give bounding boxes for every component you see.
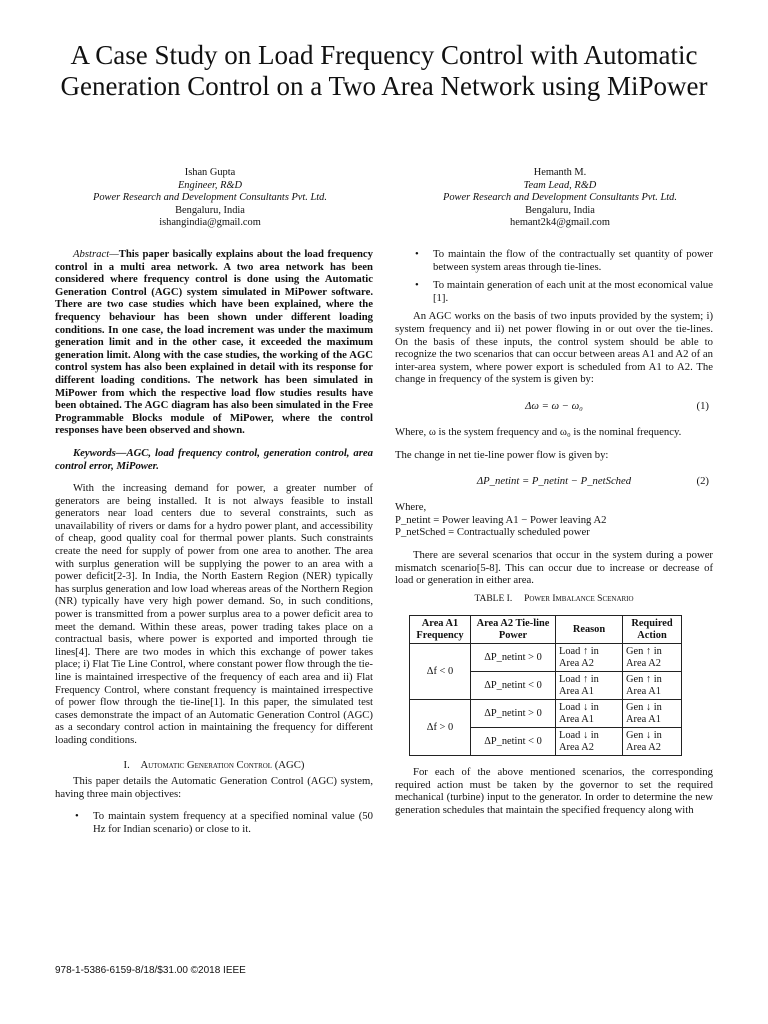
equation-number: (2): [696, 475, 709, 488]
table-cell: Load ↑ in Area A1: [556, 672, 623, 700]
table-cell: ΔP_netint > 0: [471, 644, 556, 672]
list-item: • To maintain the flow of the contractually set quantity of power between system areas through tie-lines.: [415, 248, 713, 273]
table-row: [410, 700, 682, 728]
table-cell: Δf > 0: [410, 700, 471, 756]
keywords: [55, 447, 373, 472]
table-label: TABLE I.: [474, 593, 513, 604]
equation-expression: ΔP_netint = P_netint − P_netSched: [476, 475, 632, 488]
table-header: Area A1 Frequency: [410, 616, 471, 644]
section-number: I.: [123, 758, 130, 771]
author-city: Bengaluru, India: [175, 204, 245, 216]
author-email: ishangindia@gmail.com: [159, 217, 261, 229]
equation-expression: Δω = ω − ω₀: [525, 399, 583, 412]
where-label: Where,: [395, 501, 427, 514]
author-org: Power Research and Development Consultants Pvt. Ltd.: [93, 192, 327, 204]
where-line: P_netint = Power leaving A1 − Power leaving A2: [395, 513, 607, 526]
paper-title: A Case Study on Load Frequency Control with Automatic Generation Control on a Two Area Network using MiPower: [60, 40, 708, 101]
table-header: Reason: [556, 616, 623, 644]
abstract-label: Abstract—: [73, 248, 119, 260]
objective-list-left: [55, 810, 373, 835]
table-caption: [395, 593, 713, 606]
section-intro: This paper details the Automatic Generation Control (AGC) system, having three main objectives:: [55, 775, 373, 800]
table-cell: Gen ↓ in Area A2: [623, 728, 682, 756]
table-header: Required Action: [623, 616, 682, 644]
author-name: Hemanth M.: [533, 167, 587, 178]
where-paragraph-1: Where, ω is the system frequency and ω₀ is the nominal frequency.: [395, 425, 682, 438]
table-cell: Gen ↑ in Area A1: [623, 672, 682, 700]
author-org: Power Research and Development Consultants Pvt. Ltd.: [443, 192, 677, 204]
table-cell: Gen ↑ in Area A2: [623, 644, 682, 672]
section-title: Automatic Generation Control (AGC): [140, 758, 305, 771]
author-name: Ishan Gupta: [184, 167, 236, 178]
author-email: hemant2k4@gmail.com: [510, 217, 610, 229]
bullet-icon: •: [415, 279, 419, 292]
tie-paragraph: The change in net tie-line power flow is given by:: [395, 448, 609, 461]
left-column: [55, 248, 373, 842]
table-cell: ΔP_netint < 0: [471, 728, 556, 756]
keywords-label: Keywords—: [73, 446, 127, 459]
abstract-text: This paper basically explains about the load frequency control in a multi area network. A two area network has been considered where frequency control is done using the Automatic Generation Control (AGC) system simulated in MiPower software. There are two case studies which have been explained, where the frequency behaviour has been shown under different loading conditions. In one case, the load increment was under the maximum generation limit and in the other case, it exceeded the maximum generation limit. Along with the case studies, the working of the AGC control system has also been explained in detail with its response for different loading conditions. The network has been simulated in MiPower from which the respective load flow studies results have been obtained. The AGC diagram has also been simulated in the Free Programmable Blocks module of MiPower, where the control responses have been observed and shown.: [55, 248, 373, 437]
author-block-2: [395, 167, 725, 230]
intro-paragraph: With the increasing demand for power, a greater number of generators are being installed. It is not always feasible to install generators near load centers due to several constraints, such as unavailability of rivers or dams for a hydro power plant, and accessibility of cheap, good quality coal for thermal power plants. Such constraints create the need for supply of power from one area to another. The area with surplus generation will be supplying the power to an area with a power deficit[2-3]. In India, the North Eastern Region (NER) typically has surplus generation and low load whereas areas of the Northern Region (NR) typically have very high power demand. So, in such conditions, power is transmitted from a power surplus area to a power deficit area to meet the demand. Within these areas, power trading takes place on a contractual basis, where power is exported and imported through tie lines[4]. There are two modes in which this exchange of power takes place; i) Flat Tie Line Control, where constant power flow through the tie-line is maintained irrespective of the frequency of each area and ii) Flat Frequency Control, where constant frequency is maintained irrespective of power flow through the tie-line[1]. In this paper, the simulated test cases demonstrate the impact of an Automatic Generation Control (AGC) as a secondary control action in maintaining the frequency for different loading conditions.: [55, 482, 373, 746]
agc-paragraph: An AGC works on the basis of two inputs provided by the system; i) system frequency and ii) net power flowing in or out over the tie-lines. On the basis of these inputs, the control system should be able to recognize the two scenarios that can occur between areas A1 and A2 of an inter-area system, where power export is scheduled from A1 to A2. The change in frequency of the system is given by:: [395, 310, 713, 386]
keywords-text: AGC, load frequency control, generation control, area control error, MiPower.: [55, 446, 373, 472]
author-city: Bengaluru, India: [525, 204, 595, 216]
footer-copyright: 978-1-5386-6159-8/18/$31.00 ©2018 IEEE: [55, 965, 246, 976]
section-heading: [55, 759, 373, 772]
table-header: Area A2 Tie-line Power: [471, 616, 556, 644]
table-cell: Gen ↓ in Area A1: [623, 700, 682, 728]
bullet-icon: •: [415, 248, 419, 260]
power-imbalance-table: [409, 615, 682, 756]
abstract: [55, 248, 373, 437]
table-row: [410, 644, 682, 672]
bullet-icon: •: [75, 810, 79, 823]
table-header-row: [410, 616, 682, 644]
objective-list-right: [395, 248, 713, 304]
list-item: • To maintain generation of each unit at the most economical value [1].: [415, 279, 713, 304]
where-line: P_netSched = Contractually scheduled power: [395, 526, 590, 539]
table-cell: ΔP_netint < 0: [471, 672, 556, 700]
table-title: Power Imbalance Scenario: [524, 593, 634, 604]
list-item: • To maintain system frequency at a specified nominal value (50 Hz for Indian scenario) or close to it.: [75, 810, 373, 835]
table-cell: Load ↓ in Area A2: [556, 728, 623, 756]
scenario-paragraph: There are several scenarios that occur in the system during a power mismatch scenario[5-8]. This can occur due to increase or decrease of load or generation in either area.: [395, 548, 713, 587]
closing-paragraph: For each of the above mentioned scenarios, the corresponding required action must be taken by the governor to set the required mechanical (turbine) input to the generator. In order to determine the new generation schedules that maintain the specified frequency along with: [395, 766, 713, 817]
author-role: Team Lead, R&D: [523, 179, 597, 191]
equation-number: (1): [696, 399, 709, 412]
equation-2: [395, 471, 713, 493]
author-role: Engineer, R&D: [177, 179, 243, 191]
right-column: [395, 248, 713, 817]
equation-1: [395, 396, 713, 418]
author-block-1: [45, 167, 375, 230]
table-cell: ΔP_netint > 0: [471, 700, 556, 728]
table-cell: Load ↓ in Area A1: [556, 700, 623, 728]
table-cell: Load ↑ in Area A2: [556, 644, 623, 672]
table-cell: Δf < 0: [410, 644, 471, 700]
